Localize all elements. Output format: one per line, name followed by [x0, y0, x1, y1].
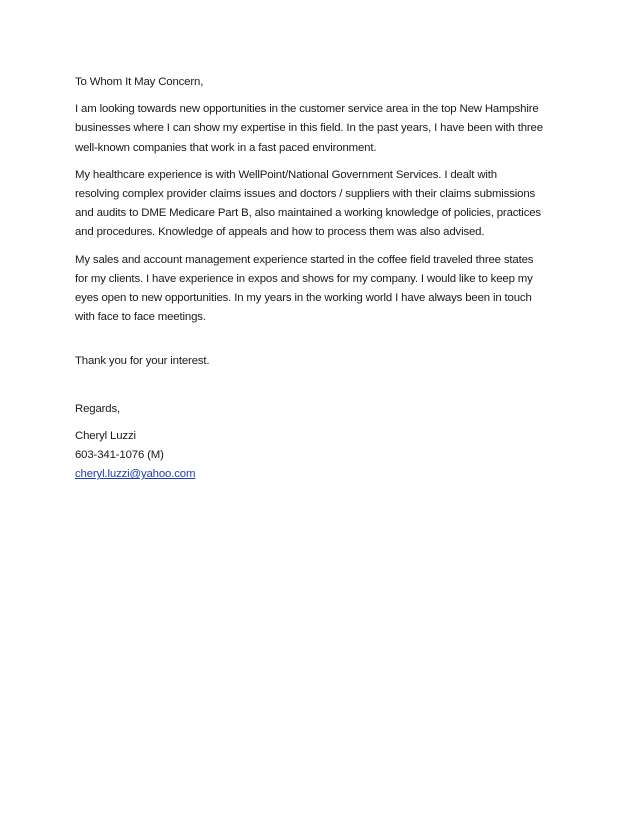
paragraph-intro: [75, 100, 575, 158]
text-line: My sales and account management experience started in the coffee field traveled three states: [75, 253, 534, 266]
text-line: for my clients. I have experience in expos and shows for my company. I would like to keep my: [75, 272, 533, 285]
text-line: and audits to DME Medicare Part B, also maintained a working knowledge of policies, practices: [75, 207, 541, 220]
text-line: well-known companies that work in a fast paced environment.: [75, 141, 377, 154]
text-line: eyes open to new opportunities. In my years in the working world I have always been in touch: [75, 292, 532, 305]
paragraph-sales: [75, 251, 575, 328]
signature-block: [75, 427, 575, 485]
text-line: businesses where I can show my expertise in this field. In the past years, I have been with three: [75, 122, 543, 135]
signature-name: Cheryl Luzzi: [75, 429, 136, 442]
closing: Regards,: [75, 402, 121, 415]
text-line: with face to face meetings.: [75, 311, 206, 324]
text-line: My healthcare experience is with WellPoint/National Government Services. I dealt with: [75, 168, 497, 181]
text-line: and procedures. Knowledge of appeals and how to process them was also advised.: [75, 226, 485, 239]
paragraph-healthcare: [75, 166, 575, 243]
text-line: resolving complex provider claims issues and doctors / suppliers with their claims submissions: [75, 188, 536, 201]
text-line: I am looking towards new opportunities in the customer service area in the top New Hampshire: [75, 103, 539, 116]
thank-you-line: Thank you for your interest.: [75, 355, 210, 368]
salutation: To Whom It May Concern,: [75, 76, 204, 88]
email-link[interactable]: cheryl.luzzi@yahoo.com: [75, 468, 196, 481]
cover-letter: [75, 73, 575, 484]
signature-phone: 603-341-1076 (M): [75, 449, 164, 462]
